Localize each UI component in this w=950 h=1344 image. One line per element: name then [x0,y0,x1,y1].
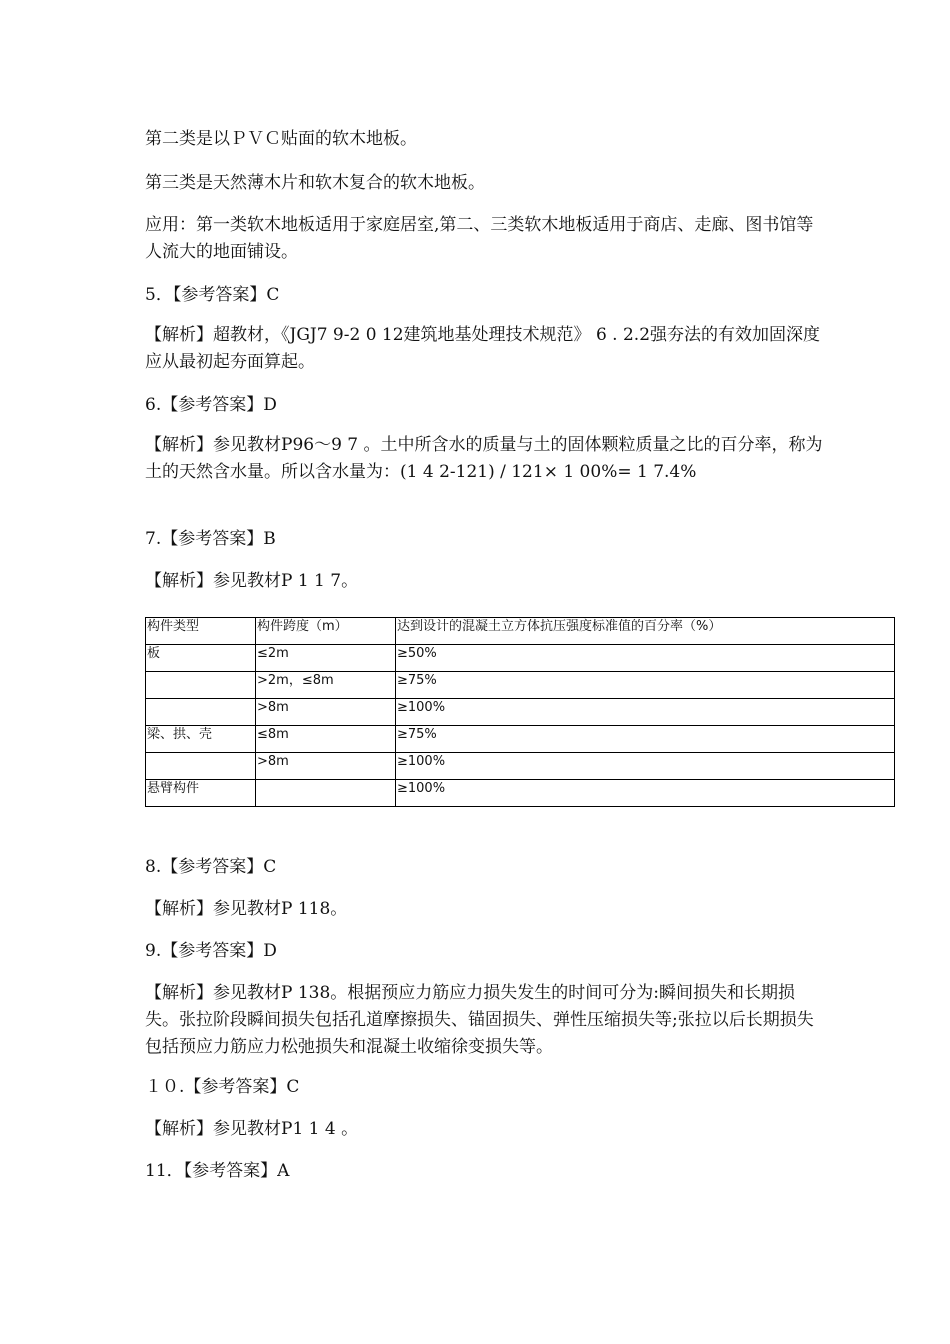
table-row [146,726,895,753]
table-row [146,699,895,726]
table-row [146,753,895,780]
table-cell [146,699,256,726]
table-cell [146,753,256,780]
table-cell: ≤8m [256,726,396,753]
table-row [146,780,895,807]
table-row [146,672,895,699]
table-cell: ≤2m [256,645,396,672]
table-cell: >8m [256,753,396,780]
paragraph-veneer-cork: 第三类是天然薄木片和软木复合的软木地板。 [145,173,485,193]
table-row [146,645,895,672]
table-cell: >2m，≤8m [256,672,396,699]
table-cell: ≥100% [396,699,895,726]
header-cell-strength: 达到设计的混凝土立方体抗压强度标准值的百分率（%） [396,618,895,645]
analysis-7: 【解析】参见教材P 1 1 7。 [145,571,359,591]
analysis-9: 【解析】参见教材P 138。根据预应力筋应力损失发生的时间可分为:瞬间损失和长期损失。张拉阶段瞬间损失包括孔道摩擦损失、锚固损失、弹性压缩损失等;张拉以后长期损失包括预应力筋应力松弛损失和混凝土收缩徐变损失等。 [145,983,814,1057]
analysis-6: 【解析】参见教材P96～9 7 。土中所含水的质量与土的固体颗粒质量之比的百分率，称为土的天然含水量。所以含水量为：(1 4 2-121) / 121× 1 00%= 1 7.4% [145,435,823,482]
answer-5: 5．【参考答案】C [145,285,280,305]
table-cell: 梁、拱、壳 [146,726,256,753]
paragraph-application: 应用：第一类软木地板适用于家庭居室,第二、三类软木地板适用于商店、走廊、图书馆等人流大的地面铺设。 [145,215,814,262]
table-cell: >8m [256,699,396,726]
answer-8: 8.【参考答案】C [145,857,277,877]
answer-7: 7.【参考答案】B [145,529,276,549]
strength-table [145,617,895,807]
table-cell: ≥50% [396,645,895,672]
answer-9: 9.【参考答案】D [145,941,277,961]
analysis-8: 【解析】参见教材P 118。 [145,899,348,919]
table-cell [256,780,396,807]
table-cell: 悬臂构件 [146,780,256,807]
table-cell: ≥75% [396,672,895,699]
answer-11: 11．【参考答案】A [145,1161,290,1181]
answer-6: 6.【参考答案】D [145,395,277,415]
table-cell [146,672,256,699]
header-cell-span: 构件跨度（m） [256,618,396,645]
table-cell: 板 [146,645,256,672]
paragraph-pvc-cork: 第二类是以ＰＶＣ贴面的软木地板。 [145,129,417,149]
table-cell: ≥75% [396,726,895,753]
analysis-5: 【解析】超教材，《JGJ7 9-2 0 12建筑地基处理技术规范》 6 . 2.2强夯法的有效加固深度应从最初起夯面算起。 [145,325,821,372]
table-cell: ≥100% [396,780,895,807]
answer-10: １０.【参考答案】C [145,1077,300,1097]
header-cell-type: 构件类型 [146,618,256,645]
analysis-10: 【解析】参见教材P1 1 4 。 [145,1119,359,1139]
table-header-row [146,618,895,645]
table-cell: ≥100% [396,753,895,780]
